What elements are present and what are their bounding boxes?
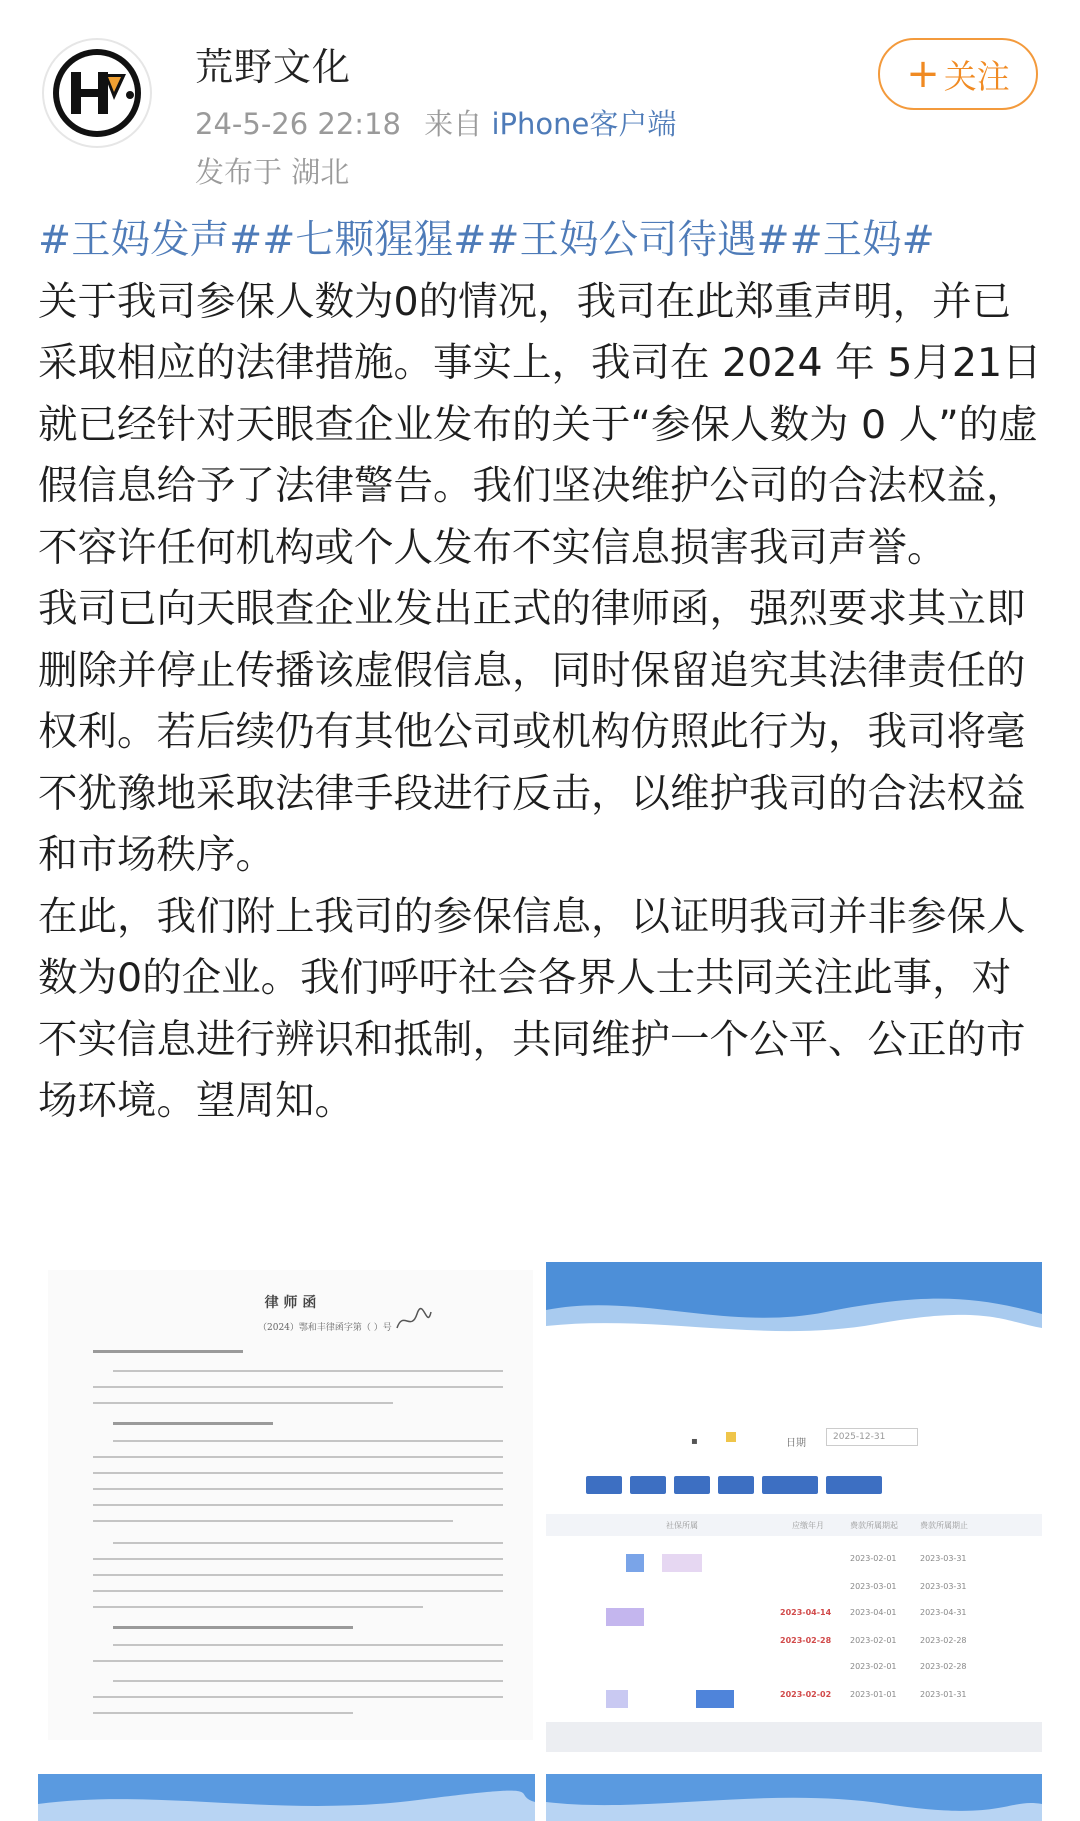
col-header: 费款所属期止 [920,1521,968,1530]
image-grid [38,1262,1042,1821]
avatar[interactable] [42,38,152,148]
plus-icon: + [906,51,940,97]
post-paragraph-1: 关于我司参保人数为0的情况，我司在此郑重声明，并已采取相应的法律措施。事实上，我司在 2024 年 5月21日就已经针对天眼查企业发布的关于“参保人数为 0 人”的虚假信息给予了法律警告。我们坚决维护公司的合法权益，不容许任何机构或个人发布不实信息损害我司声誉。 [38,278,1042,571]
source-link[interactable]: iPhone客户端 [491,107,677,141]
follow-button[interactable] [878,38,1038,110]
letter-ref: （2024）鄂和丰律函字第（ ）号 [258,1323,392,1333]
col-header: 费款所属期起 [850,1521,898,1530]
insurance-record-image[interactable]: ▪ 日期 2025-12-31 社保所属 应缴年月 费款所属期起 费款所属期止 2023-02-01 2023-03-31 2023-03-01 2023-03-31 2023-04-14 2023-04-01 2023-04-31 2023-02-28 2023-02-01 2023-02-28 2023-02-01 2023-02-28 2023-02-02 2023-01-01 2023-01-31 [546,1262,1042,1752]
toolbar-button[interactable] [762,1476,818,1494]
toolbar-button[interactable] [718,1476,754,1494]
post-location: 发布于 湖北 [195,155,350,189]
thumbnail-3[interactable] [38,1774,535,1821]
toolbar-button[interactable] [826,1476,882,1494]
source-prefix: 来自 [424,107,483,141]
follow-label: 关注 [943,56,1010,96]
post-paragraph-3: 在此，我们附上我司的参保信息，以证明我司并非参保人数为0的企业。我们呼吁社会各界人士共同关注此事，对不实信息进行辨识和抵制，共同维护一个公平、公正的市场环境。望周知。 [38,893,1026,1124]
col-header: 应缴年月 [792,1521,824,1530]
signature-icon [393,1306,433,1336]
post-paragraph-2: 我司已向天眼查企业发出正式的律师函，强烈要求其立即删除并停止传播该虚假信息，同时保留追究其法律责任的权利。若后续仍有其他公司或机构仿照此行为，我司将毫不犹豫地采取法律手段进行反击，以维护我司的合法权益和市场秩序。 [38,586,1026,878]
toolbar-button[interactable] [586,1476,622,1494]
banner-wave-icon [546,1774,1042,1821]
banner-wave-icon [38,1774,535,1821]
filter-label: 日期 [786,1438,806,1449]
toolbar-button[interactable] [674,1476,710,1494]
username[interactable]: 荒野文化 [195,45,352,89]
post-meta [195,102,676,143]
post-header [0,0,1080,200]
toolbar-button[interactable] [630,1476,666,1494]
banner-wave-icon [546,1262,1042,1342]
lawyer-letter-image[interactable] [48,1270,533,1740]
letter-title: 律 师 函 [264,1295,317,1311]
post-timestamp: 24-5-26 22:18 [195,107,401,141]
post-body [38,210,1048,1133]
col-header: 社保所属 [666,1521,698,1530]
thumbnail-4[interactable] [546,1774,1042,1821]
hashtag-links[interactable]: #王妈发声##七颗猩猩##王妈公司待遇##王妈# [38,217,935,263]
brand-logo-icon [44,40,150,146]
filter-value[interactable]: 2025-12-31 [826,1428,918,1446]
